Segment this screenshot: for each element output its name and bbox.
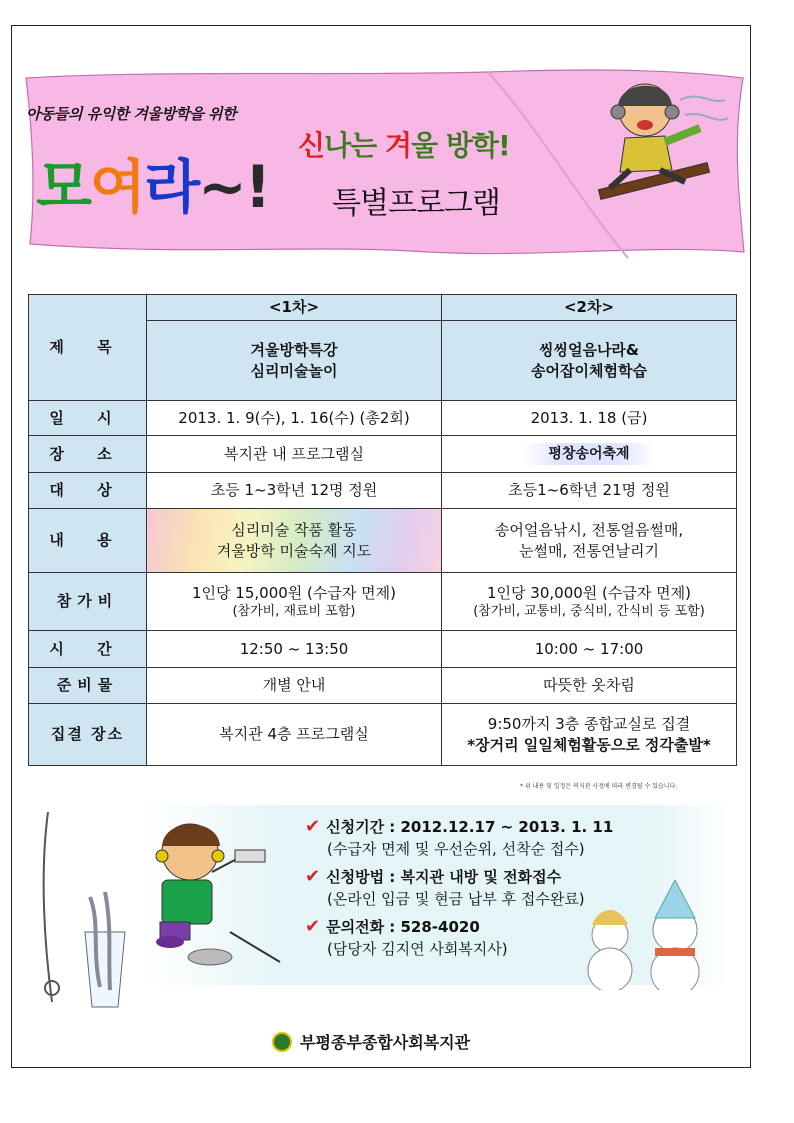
meeting-second — [442, 704, 737, 766]
content-first — [147, 509, 442, 573]
row-label-fee: 참가비 — [29, 573, 147, 631]
info-method-text: 신청방법 : 복지관 내방 및 전화접수 — [326, 868, 562, 886]
supplies-second: 따뜻한 옷차림 — [442, 668, 737, 704]
schedule-note: * 위 내용 및 일정은 복지관 사정에 따라 변경될 수 있습니다. — [520, 783, 678, 790]
content-second-line: 송어얼음낚시, 전통얼음썰매, — [494, 521, 684, 540]
fun-title-char: 울 — [411, 129, 438, 162]
info-contact-note: (담당자 김지연 사회복지사) — [327, 940, 508, 958]
banner-fun-title — [298, 124, 510, 164]
fee-second-line: 1인당 30,000원 (수급자 면제) — [487, 583, 691, 602]
checkmark-icon: ✔ — [305, 816, 321, 837]
row-label-title: 제 목 — [29, 295, 147, 401]
schedule-table — [28, 294, 737, 766]
welfare-center-logo-icon — [272, 1032, 292, 1052]
info-item-head — [305, 916, 613, 938]
row-label-place: 장 소 — [29, 436, 147, 473]
big-title-char: 모 — [36, 153, 91, 221]
row-label-meeting: 집결 장소 — [29, 704, 147, 766]
big-title-char: 라 — [144, 153, 199, 221]
place-first: 복지관 내 프로그램실 — [147, 436, 442, 473]
date-first: 2013. 1. 9(수), 1. 16(수) (총2회) — [147, 401, 442, 436]
big-title-char: 여 — [90, 153, 145, 221]
fee-first-line: 1인당 15,000원 (수급자 면제) — [192, 583, 396, 602]
checkmark-icon: ✔ — [305, 916, 321, 937]
fun-title-char: 나 — [324, 129, 351, 162]
fee-first-note: (참가비, 재료비 포함) — [232, 603, 356, 619]
big-title-char: ~ — [198, 153, 245, 221]
meeting-first: 복지관 4층 프로그램실 — [147, 704, 442, 766]
row-label-supplies: 준비물 — [29, 668, 147, 704]
fee-first — [147, 573, 442, 631]
info-item-method — [305, 866, 613, 910]
date-second: 2013. 1. 18 (금) — [442, 401, 737, 436]
content-first-line: 겨울방학 미술숙제 지도 — [216, 541, 372, 560]
fun-title-char: ! — [497, 129, 510, 162]
time-second: 10:00 ~ 17:00 — [442, 631, 737, 668]
big-title-char: ! — [244, 153, 270, 221]
row-label-content: 내 용 — [29, 509, 147, 573]
info-period-text: 신청기간 : 2012.12.17 ~ 2013. 1. 11 — [326, 818, 614, 836]
info-item-contact — [305, 916, 613, 960]
fun-title-char — [376, 129, 385, 162]
info-period-note: (수급자 면제 및 우선순위, 선착순 접수) — [327, 840, 585, 858]
info-item-head — [305, 866, 613, 888]
supplies-first: 개별 안내 — [147, 668, 442, 704]
fee-second — [442, 573, 737, 631]
col-header-second: <2차> — [442, 295, 737, 321]
info-contact-text: 문의전화 : 528-4020 — [326, 918, 480, 936]
fun-title-char: 방 — [445, 129, 472, 162]
festival-label: 평창송어축제 — [522, 443, 655, 466]
footer-organization — [272, 1030, 470, 1053]
fishing-rod-illustration — [30, 812, 130, 1012]
title-first-line: 심리미술놀이 — [250, 361, 338, 380]
banner-program-title: 특별프로그램 — [332, 186, 500, 221]
info-item-head — [305, 816, 613, 838]
content-first-line: 심리미술 작품 활동 — [231, 521, 357, 540]
target-first: 초등 1~3학년 12명 정원 — [147, 473, 442, 509]
target-second: 초등1~6학년 21명 정원 — [442, 473, 737, 509]
place-second — [442, 436, 737, 473]
fee-second-note: (참가비, 교통비, 중식비, 간식비 등 포함) — [473, 603, 705, 619]
title-first-line: 겨울방학특강 — [250, 341, 338, 360]
row-label-date: 일 시 — [29, 401, 147, 436]
row-label-target: 대 상 — [29, 473, 147, 509]
fun-title-char — [437, 129, 446, 162]
title-first — [147, 321, 442, 401]
ice-fishing-kid-illustration — [140, 812, 290, 982]
info-item-period — [305, 816, 613, 860]
col-header-first: <1차> — [147, 295, 442, 321]
organization-name: 부평종부종합사회복지관 — [300, 1033, 471, 1052]
time-first: 12:50 ~ 13:50 — [147, 631, 442, 668]
banner-subtitle: 아동들의 유익한 겨울방학을 위한 — [26, 105, 237, 123]
checkmark-icon: ✔ — [305, 866, 321, 887]
content-second-line: 눈썰매, 전통연날리기 — [519, 541, 659, 560]
application-info-list — [305, 816, 613, 966]
banner-main-title — [36, 140, 269, 224]
fun-title-char: 신 — [298, 129, 325, 162]
title-second — [442, 321, 737, 401]
meeting-second-notice: *장거리 일일체험활동으로 정각출발* — [467, 735, 711, 754]
sledding-boy-illustration — [590, 70, 730, 205]
row-label-time: 시 간 — [29, 631, 147, 668]
title-second-line: 씽씽얼음나라& — [538, 341, 640, 360]
info-method-note: (온라인 입금 및 현금 납부 후 접수완료) — [327, 890, 585, 908]
fun-title-char: 학 — [471, 129, 498, 162]
fun-title-char: 는 — [350, 129, 377, 162]
fun-title-char: 겨 — [384, 129, 411, 162]
content-second — [442, 509, 737, 573]
title-second-line: 송어잡이체험학습 — [531, 361, 647, 380]
meeting-second-line: 9:50까지 3층 종합교실로 집결 — [487, 715, 691, 734]
